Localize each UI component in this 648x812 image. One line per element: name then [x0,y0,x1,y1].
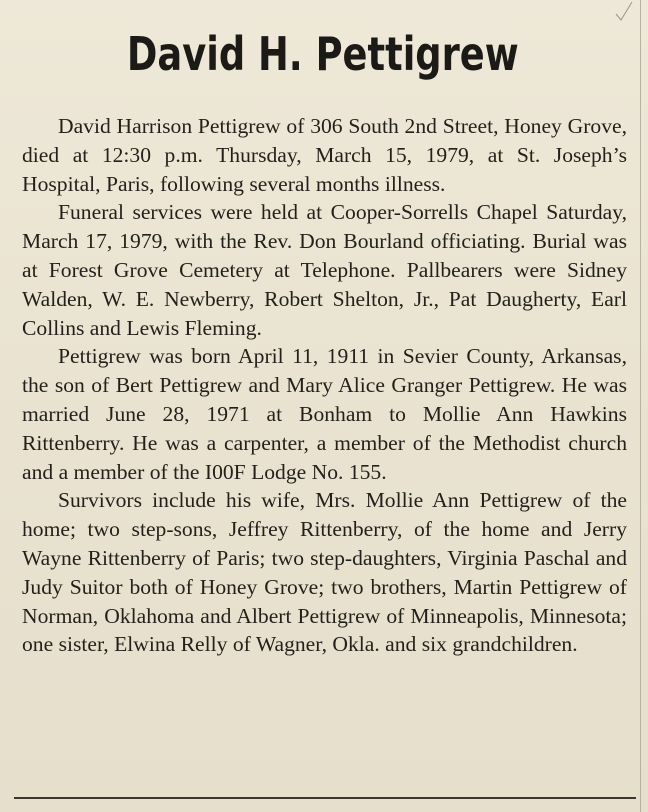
column-rule [640,0,641,812]
paragraph-death-notice: David Harrison Pettigrew of 306 South 2nd Street, Honey Grove, died at 12:30 p.m. Thursday, March 15, 1979, at St. Joseph’s Hospital, Paris, following several months illness. [22,114,627,196]
pencil-check-mark [612,0,636,24]
bottom-rule [14,797,636,799]
article-body [22,112,627,659]
paragraph-survivors: Survivors include his wife, Mrs. Mollie Ann Pettigrew of the home; two step-sons, Jeffrey Rittenberry, of the home and Jerry Wayne Rittenberry of Paris; two step-daughters, Virginia Paschal and Judy Suitor both of Honey Grove; two brothers, Martin Pettigrew of Norman, Oklahoma and Albert Pettigrew of Minneapolis, Minnesota; one sister, Elwina Relly of Wagner, Okla. and six grandchildren. [22,488,627,657]
paragraph-funeral-services: Funeral services were held at Cooper-Sorrells Chapel Saturday, March 17, 1979, with the Rev. Don Bourland officiating. Burial was at Forest Grove Cemetery at Telephone. Pallbearers were Sidney Walden, W. E. Newberry, Robert Shelton, Jr., Pat Daugherty, Earl Collins and Lewis Fleming. [22,200,627,340]
headline: David H. Pettigrew [126,27,519,81]
paragraph-biography: Pettigrew was born April 11, 1911 in Sevier County, Arkansas, the son of Bert Pettigrew and Mary Alice Granger Pettigrew. He was married June 28, 1971 at Bonham to Mollie Ann Hawkins Rittenberry. He was a carpenter, a member of the Methodist church and a member of the I00F Lodge No. 155. [22,344,627,484]
